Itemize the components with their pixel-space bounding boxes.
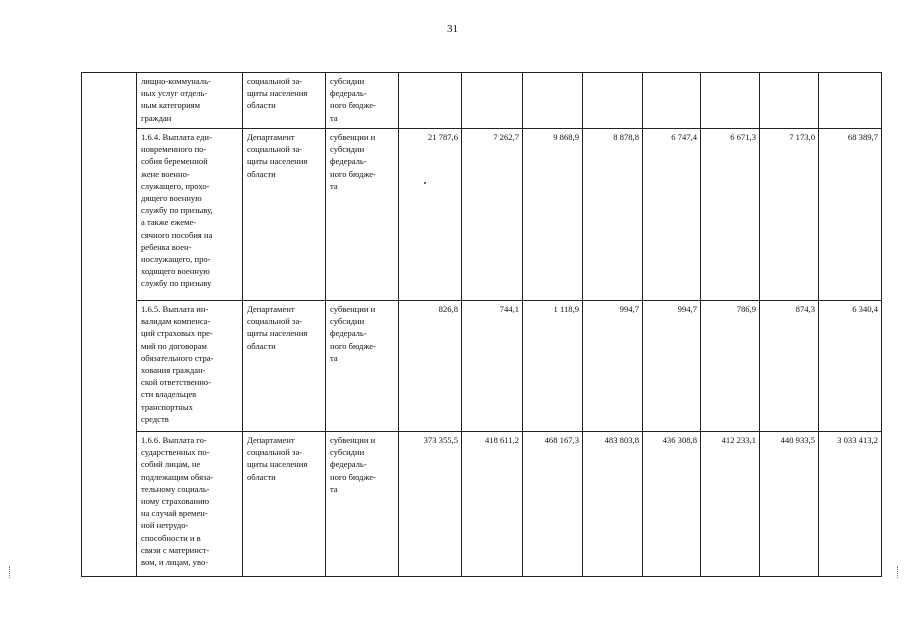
value-cell: 7 262,7 bbox=[462, 129, 523, 301]
value-cell bbox=[583, 73, 643, 129]
left-empty-cell bbox=[82, 73, 137, 577]
value-cell: 418 611,2 bbox=[462, 432, 523, 577]
value-cell: 7 173,0 bbox=[760, 129, 819, 301]
value-cell: 483 803,8 bbox=[583, 432, 643, 577]
value-cell: 436 308,8 bbox=[643, 432, 701, 577]
value-cell: 373 355,5 bbox=[399, 432, 462, 577]
value-cell: 468 167,3 bbox=[523, 432, 583, 577]
executor-cell: социальной за- щиты населения области bbox=[243, 73, 326, 129]
value-cell: 826,8 bbox=[399, 301, 462, 432]
funding-source-cell: субсидии федераль- ного бюдже- та bbox=[326, 73, 399, 129]
measure-name-cell: 1.6.6. Выплата го- сударственных по- собий лицам, не подлежащим обяза- тельному социаль- ному страхованию на случай времен- ной нетрудо- способности и в связи с материнст- вом, и лицам, уво- bbox=[137, 432, 243, 577]
value-cell: 1 118,9 bbox=[523, 301, 583, 432]
value-cell: 412 233,1 bbox=[701, 432, 760, 577]
total-cell: 68 389,7 bbox=[819, 129, 882, 301]
page-number: 31 bbox=[447, 23, 458, 35]
scan-edge-mark-left bbox=[9, 566, 11, 578]
value-cell: 874,3 bbox=[760, 301, 819, 432]
value-cell: 786,9 bbox=[701, 301, 760, 432]
value-cell bbox=[643, 73, 701, 129]
funding-source-cell: субвенции и субсидии федераль- ного бюдже- та bbox=[326, 432, 399, 577]
executor-cell: Департамент социальной за- щиты населения области bbox=[243, 129, 326, 301]
table-row bbox=[82, 129, 882, 301]
value-cell: 9 868,9 bbox=[523, 129, 583, 301]
executor-cell: Департамент социальной за- щиты населения области bbox=[243, 432, 326, 577]
total-cell: 3 033 413,2 bbox=[819, 432, 882, 577]
value-cell: 994,7 bbox=[583, 301, 643, 432]
value-cell: 8 878,8 bbox=[583, 129, 643, 301]
budget-table bbox=[81, 72, 882, 577]
value-cell bbox=[462, 73, 523, 129]
value-cell: 21 787,6 bbox=[399, 129, 462, 301]
funding-source-cell: субвенции и субсидии федераль- ного бюдже- та bbox=[326, 301, 399, 432]
value-cell: 6 671,3 bbox=[701, 129, 760, 301]
value-cell: 744,1 bbox=[462, 301, 523, 432]
table-row bbox=[82, 73, 882, 129]
scan-speck bbox=[424, 182, 426, 184]
value-cell bbox=[701, 73, 760, 129]
value-cell bbox=[523, 73, 583, 129]
total-cell bbox=[819, 73, 882, 129]
value-cell: 440 933,5 bbox=[760, 432, 819, 577]
table-row bbox=[82, 301, 882, 432]
executor-cell: Департамент социальной за- щиты населения области bbox=[243, 301, 326, 432]
measure-name-cell: лищно-коммуналь- ных услуг отдель- ным категориям граждан bbox=[137, 73, 243, 129]
table-row bbox=[82, 432, 882, 577]
value-cell bbox=[760, 73, 819, 129]
scan-edge-mark-right bbox=[897, 566, 899, 578]
measure-name-cell: 1.6.4. Выплата еди- новременного по- собия беременной жене военно- служащего, прохо- дящего военную службу по призыву, а также ежеме- сячного пособия на ребенка воен- нослужащего, про- ходящего военную службу по призыву bbox=[137, 129, 243, 301]
value-cell: 6 747,4 bbox=[643, 129, 701, 301]
measure-name-cell: 1.6.5. Выплата ин- валидам компенса- ций страховых пре- мий по договорам обязательного стра- хования граждан- ской ответственно- сти владельцев транспортных средств bbox=[137, 301, 243, 432]
value-cell bbox=[399, 73, 462, 129]
value-cell: 994,7 bbox=[643, 301, 701, 432]
funding-source-cell: субвенции и субсидии федераль- ного бюдже- та bbox=[326, 129, 399, 301]
total-cell: 6 340,4 bbox=[819, 301, 882, 432]
